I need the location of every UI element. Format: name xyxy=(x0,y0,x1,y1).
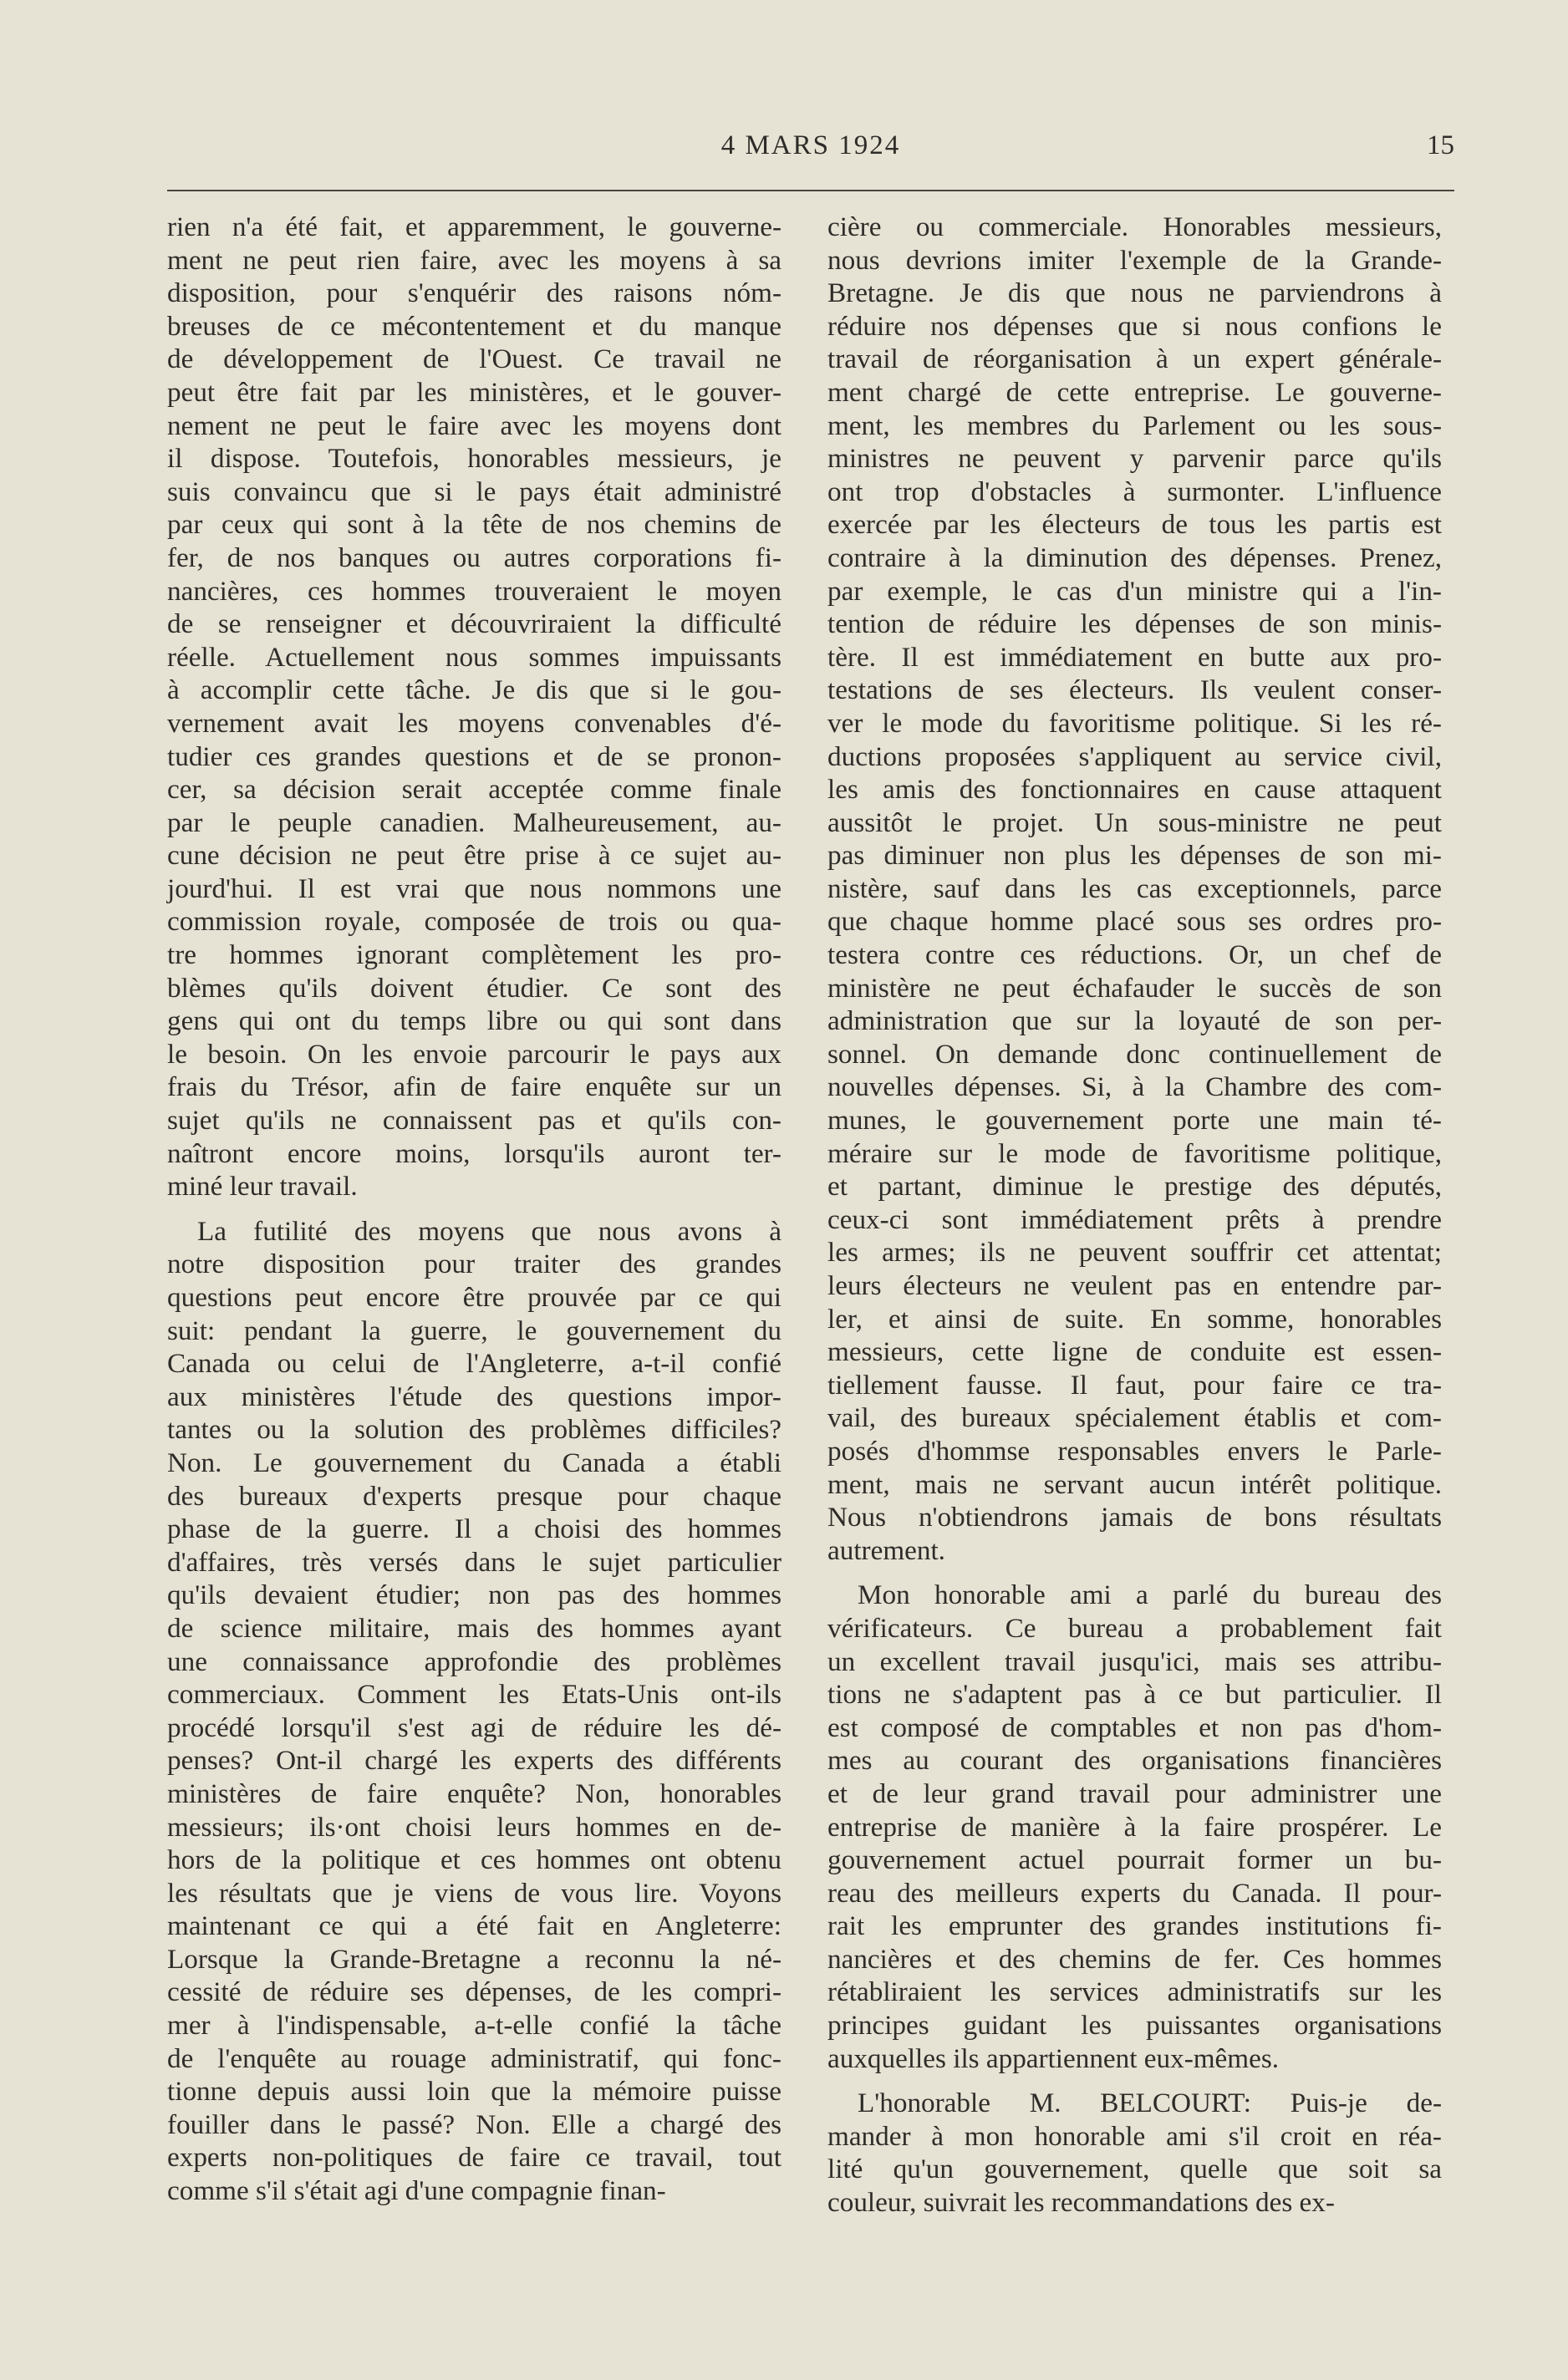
text-line: et partant, diminue le prestige des députés, xyxy=(827,1171,1442,1203)
text-line: cessité de réduire ses dépenses, de les compri- xyxy=(167,1976,781,2008)
text-line: vail, des bureaux spécialement établis et com- xyxy=(827,1402,1442,1434)
text-line: Non. Le gouvernement du Canada a établi xyxy=(167,1447,781,1478)
text-line: tantes ou la solution des problèmes difficiles? xyxy=(167,1414,781,1446)
text-line: sonnel. On demande donc continuellement de xyxy=(827,1038,1442,1070)
text-line: nouvelles dépenses. Si, à la Chambre des com- xyxy=(827,1071,1442,1103)
text-line: notre disposition pour traiter des grandes xyxy=(167,1248,781,1280)
text-line: aussitôt le projet. Un sous-ministre ne peut xyxy=(827,806,1442,838)
text-line: tionne depuis aussi loin que la mémoire puisse xyxy=(167,2076,781,2108)
text-line: par exemple, le cas d'un ministre qui a l'in- xyxy=(827,575,1442,607)
text-line: La futilité des moyens que nous avons à xyxy=(197,1215,781,1247)
text-line: par ceux qui sont à la tête de nos chemins de xyxy=(167,509,781,541)
text-line: suit: pendant la guerre, le gouvernement du xyxy=(167,1315,781,1346)
text-line: nement ne peut le faire avec les moyens dont xyxy=(167,409,781,441)
text-line: comme s'il s'était agi d'une compagnie finan- xyxy=(167,2175,666,2207)
paragraph xyxy=(167,1215,781,2208)
text-line: rait les emprunter des grandes institutions fi- xyxy=(827,1910,1442,1942)
text-line: ministères de faire enquête? Non, honorables xyxy=(167,1777,781,1809)
text-line: gouvernement actuel pourrait former un bu- xyxy=(827,1844,1442,1876)
text-line: réduire nos dépenses que si nous confions le xyxy=(827,310,1442,342)
text-line: leurs électeurs ne veulent pas en entendre par- xyxy=(827,1270,1442,1301)
text-line: les amis des fonctionnaires en cause attaquent xyxy=(827,774,1442,806)
header-rule xyxy=(167,190,1454,191)
text-line: entreprise de manière à la faire prospérer. Le xyxy=(827,1811,1442,1843)
text-line: une connaissance approfondie des problèmes xyxy=(167,1645,781,1677)
text-line: et de leur grand travail pour administrer une xyxy=(827,1777,1442,1809)
text-line: breuses de ce mécontentement et du manque xyxy=(167,310,781,342)
text-line: procédé lorsqu'il s'est agi de réduire les dé- xyxy=(167,1711,781,1743)
text-line: jourd'hui. Il est vrai que nous nommons une xyxy=(167,872,781,904)
text-line: ceux-ci sont immédiatement prêts à prendre xyxy=(827,1203,1442,1235)
text-line: à accomplir cette tâche. Je dis que si le gou- xyxy=(167,674,781,706)
text-line: nistère, sauf dans les cas exceptionnels, parce xyxy=(827,872,1442,904)
page-number: 15 xyxy=(1427,130,1454,160)
text-line: tère. Il est immédiatement en butte aux pro- xyxy=(827,641,1442,673)
text-line: messieurs, cette ligne de conduite est essen- xyxy=(827,1336,1442,1368)
paragraph-gap xyxy=(827,2075,1442,2087)
text-line: fer, de nos banques ou autres corporations fi- xyxy=(167,542,781,573)
text-line: peut être fait par les ministères, et le gouver- xyxy=(167,376,781,408)
text-line: mes au courant des organisations financières xyxy=(827,1745,1442,1777)
text-line: ment, les membres du Parlement ou les sous- xyxy=(827,409,1442,441)
text-line: sujet qu'ils ne connaissent pas et qu'ils con- xyxy=(167,1105,781,1137)
text-line: réelle. Actuellement nous sommes impuissants xyxy=(167,641,781,673)
text-line: des bureaux d'experts presque pour chaque xyxy=(167,1480,781,1512)
text-line: mander à mon honorable ami s'il croit en réa- xyxy=(827,2120,1442,2152)
text-line: ler, et ainsi de suite. En somme, honorables xyxy=(827,1303,1442,1335)
text-line: les armes; ils ne peuvent souffrir cet attentat; xyxy=(827,1237,1442,1269)
text-line: ment ne peut rien faire, avec les moyens à sa xyxy=(167,244,781,276)
paragraph-gap xyxy=(827,1567,1442,1579)
text-line: vernement avait les moyens convenables d'é- xyxy=(167,707,781,739)
left-column xyxy=(167,211,781,2208)
text-line: nancières, ces hommes trouveraient le moyen xyxy=(167,575,781,607)
text-line: miné leur travail. xyxy=(167,1171,358,1203)
text-line: que chaque homme placé sous ses ordres pro- xyxy=(827,906,1442,938)
text-line: d'affaires, très versés dans le sujet particulier xyxy=(167,1546,781,1578)
text-line: rétabliraient les services administratifs sur les xyxy=(827,1976,1442,2008)
text-line: travail de réorganisation à un expert générale- xyxy=(827,343,1442,375)
text-line: par le peuple canadien. Malheureusement, au- xyxy=(167,806,781,838)
text-line: un excellent travail jusqu'ici, mais ses attribu- xyxy=(827,1645,1442,1677)
text-line: administration que sur la loyauté de son per- xyxy=(827,1005,1442,1037)
text-line: couleur, suivrait les recommandations des ex- xyxy=(827,2187,1335,2219)
text-line: questions peut encore être prouvée par ce qui xyxy=(167,1282,781,1313)
text-line: disposition, pour s'enquérir des raisons nóm- xyxy=(167,277,781,309)
text-line: blèmes qu'ils doivent étudier. Ce sont des xyxy=(167,972,781,1004)
page-header xyxy=(167,125,1454,175)
text-line: nous devrions imiter l'exemple de la Grande- xyxy=(827,244,1442,276)
text-line: L'honorable M. BELCOURT: Puis-je de- xyxy=(858,2088,1442,2119)
text-line: ont trop d'obstacles à surmonter. L'influence xyxy=(827,475,1442,507)
text-line: tiellement fausse. Il faut, pour faire ce tra- xyxy=(827,1369,1442,1401)
text-line: testera contre ces réductions. Or, un chef de xyxy=(827,939,1442,971)
text-line: experts non-politiques de faire ce travail, tout xyxy=(167,2142,781,2174)
text-line: rien n'a été fait, et apparemment, le gouverne- xyxy=(167,211,781,242)
text-line: de l'enquête au rouage administratif, qui fonc- xyxy=(167,2042,781,2074)
text-line: gens qui ont du temps libre ou qui sont dans xyxy=(167,1005,781,1037)
text-line: méraire sur le mode de favoritisme politique, xyxy=(827,1137,1442,1169)
text-line: fouiller dans le passé? Non. Elle a chargé des xyxy=(167,2108,781,2140)
text-line: tre hommes ignorant complètement les pro- xyxy=(167,939,781,971)
text-line: Bretagne. Je dis que nous ne parviendrons à xyxy=(827,277,1442,309)
text-line: ment chargé de cette entreprise. Le gouverne- xyxy=(827,376,1442,408)
paragraph xyxy=(827,2087,1442,2219)
paragraph xyxy=(827,1579,1442,2075)
text-line: principes guidant les puissantes organisations xyxy=(827,2010,1442,2042)
text-line: ment, mais ne servant aucun intérêt politique. xyxy=(827,1468,1442,1500)
text-line: mer à l'indispensable, a-t-elle confié la tâche xyxy=(167,2010,781,2042)
text-line: cer, sa décision serait acceptée comme finale xyxy=(167,774,781,806)
text-line: est composé de comptables et non pas d'hom- xyxy=(827,1711,1442,1743)
text-line: les résultats que je viens de vous lire. Voyons xyxy=(167,1877,781,1909)
text-line: qu'ils devaient étudier; non pas des hommes xyxy=(167,1579,781,1611)
text-line: de science militaire, mais des hommes ayant xyxy=(167,1612,781,1644)
text-line: vérificateurs. Ce bureau a probablement fait xyxy=(827,1612,1442,1644)
text-line: ver le mode du favoritisme politique. Si les ré- xyxy=(827,707,1442,739)
text-line: messieurs; ils·ont choisi leurs hommes en de- xyxy=(167,1811,781,1843)
text-line: pas diminuer non plus les dépenses de son mi- xyxy=(827,840,1442,872)
text-line: munes, le gouvernement porte une main té- xyxy=(827,1105,1442,1137)
text-line: Canada ou celui de l'Angleterre, a-t-il confié xyxy=(167,1348,781,1380)
text-line: tions ne s'adaptent pas à ce but particulier. Il xyxy=(827,1679,1442,1711)
text-line: de développement de l'Ouest. Ce travail ne xyxy=(167,343,781,375)
text-line: testations de ses électeurs. Ils veulent conser- xyxy=(827,674,1442,706)
text-line: auxquelles ils appartiennent eux-mêmes. xyxy=(827,2042,1280,2074)
text-line: maintenant ce qui a été fait en Angleterre: xyxy=(167,1910,781,1942)
text-line: posés d'hommse responsables envers le Parle- xyxy=(827,1435,1442,1467)
text-line: cière ou commerciale. Honorables messieurs, xyxy=(827,211,1442,242)
text-line: lité qu'un gouvernement, quelle que soit sa xyxy=(827,2154,1442,2185)
page-date: 4 MARS 1924 xyxy=(720,130,901,160)
text-line: commerciaux. Comment les Etats-Unis ont-ils xyxy=(167,1679,781,1711)
text-line: ministres ne peuvent y parvenir parce qu'ils xyxy=(827,443,1442,475)
text-line: de se renseigner et découvriraient la difficulté xyxy=(167,608,781,640)
text-line: nancières et des chemins de fer. Ces hommes xyxy=(827,1943,1442,1975)
text-line: naîtront encore moins, lorsqu'ils auront ter- xyxy=(167,1137,781,1169)
text-line: suis convaincu que si le pays était administré xyxy=(167,475,781,507)
text-line: autrement. xyxy=(827,1534,945,1566)
text-line: ductions proposées s'appliquent au service civil, xyxy=(827,740,1442,772)
text-line: cune décision ne peut être prise à ce sujet au- xyxy=(167,840,781,872)
text-line: Nous n'obtiendrons jamais de bons résultats xyxy=(827,1502,1442,1533)
text-line: il dispose. Toutefois, honorables messieurs, je xyxy=(167,443,781,475)
text-line: contraire à la diminution des dépenses. Prenez, xyxy=(827,542,1442,573)
text-line: tention de réduire les dépenses de son minis- xyxy=(827,608,1442,640)
text-line: hors de la politique et ces hommes ont obtenu xyxy=(167,1844,781,1876)
text-line: tudier ces grandes questions et de se pronon- xyxy=(167,740,781,772)
text-line: aux ministères l'étude des questions impor- xyxy=(167,1381,781,1412)
paragraph xyxy=(167,211,781,1203)
text-line: ministère ne peut échafauder le succès de son xyxy=(827,972,1442,1004)
text-line: Mon honorable ami a parlé du bureau des xyxy=(858,1579,1442,1611)
text-line: exercée par les électeurs de tous les partis est xyxy=(827,509,1442,541)
text-line: reau des meilleurs experts du Canada. Il pour- xyxy=(827,1877,1442,1909)
text-line: penses? Ont-il chargé les experts des différents xyxy=(167,1745,781,1777)
text-line: phase de la guerre. Il a choisi des hommes xyxy=(167,1513,781,1545)
text-line: Lorsque la Grande-Bretagne a reconnu la né- xyxy=(167,1943,781,1975)
paragraph-gap xyxy=(167,1203,781,1215)
paragraph xyxy=(827,211,1442,1567)
text-line: frais du Trésor, afin de faire enquête sur un xyxy=(167,1071,781,1103)
right-column xyxy=(827,211,1442,2220)
text-line: commission royale, composée de trois ou qua- xyxy=(167,906,781,938)
text-line: le besoin. On les envoie parcourir le pays aux xyxy=(167,1038,781,1070)
